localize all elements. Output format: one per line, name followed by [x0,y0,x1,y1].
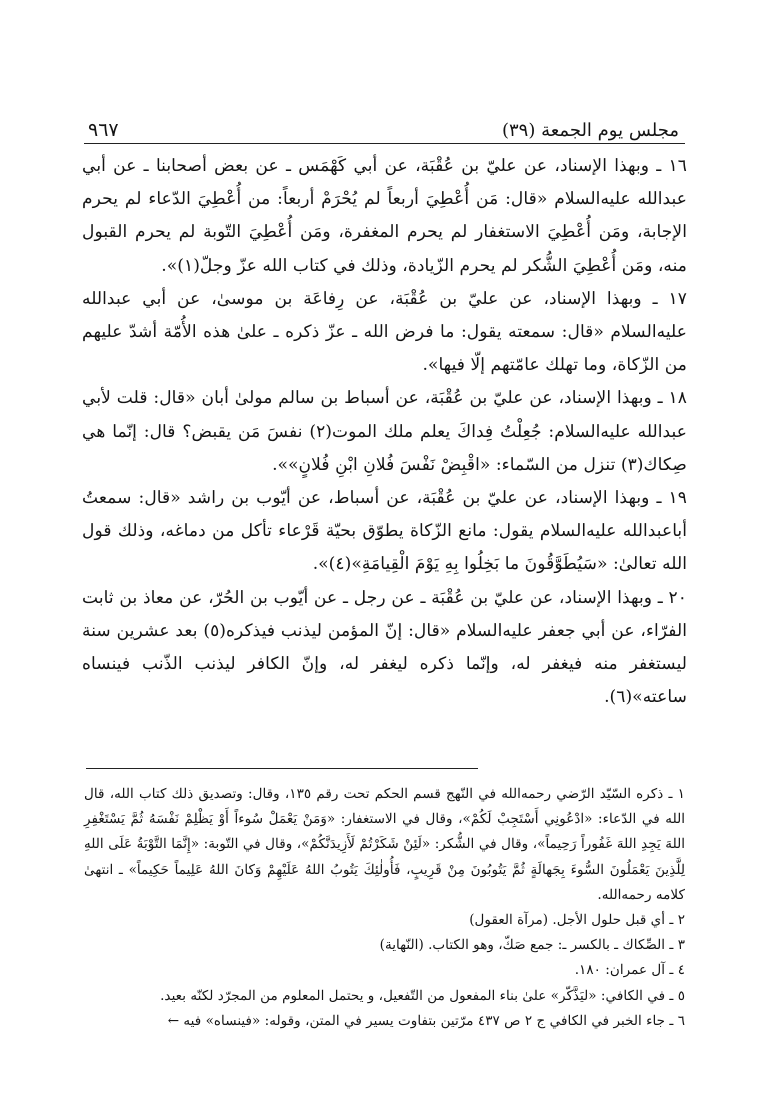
footnotes-divider [86,768,478,769]
hadith-18: ١٨ ـ وبهذا الإسناد، عن عليّ بن عُقْبَة، عن أسباط بن سالم مولىٰ أبان «قال: قلت لأبي عبدالله عليه‌السلام: جُعِلْتُ فِداكَ يعلم ملك الموت(٢) نفسَ مَن يقبض؟ قال: إنّما هي صِكاك(٣) تنزل من السّماء: «اقْبِضْ نَفْسَ فُلانِ ابْنِ فُلانٍ»». [82,388,687,475]
hadith-19: ١٩ ـ وبهذا الإسناد، عن عليّ بن عُقْبَة، عن أسباط، عن أيّوب بن راشد «قال: سمعتُ أباعبدالله عليه‌السلام يقول: مانع الزّكاة يطوّق بحيّة قَرْعاء تأكل من دماغه، وذلك قول الله تعالىٰ: «سَيُطَوَّقُونَ ما بَخِلُوا بِهِ يَوْمَ الْقِيامَةِ»(٤)». [82,488,687,575]
hadith-17: ١٧ ـ وبهذا الإسناد، عن عليّ بن عُقْبَة، عن رِفاعَة بن موسىٰ، عن أبي عبدالله عليه‌السلام «قال: سمعته يقول: ما فرض الله ـ عزّ ذكره ـ علىٰ هذه الأُمّة أشدّ عليهم من الزّكاة، وما تهلك عامّتهم إلّا فيها». [82,288,687,376]
footnote-1: ١ ـ ذكره السّيّد الرّضي رحمه‌الله في النّهج قسم الحكم تحت رقم ١٣٥، وقال: وتصديق ذلك كتاب الله، قال الله في الدّعاء: «ادْعُونِي أَسْتَجِبْ لَكُمْ»، وقال في الاستغفار: «وَمَنْ يَعْمَلْ سُوءاً أَوْ يَظْلِمْ نَفْسَهُ ثُمَّ يَسْتَغْفِرِ اللهَ يَجِدِ اللهَ غَفُوراً رَحِيماً»، وقال في الشُّكر: «لَئِنْ شَكَرْتُمْ لَأَزِيدَنَّكُمْ»، وقال في التّوبة: «إِنَّمَا التَّوْبَةُ عَلَى اللهِ لِلَّذِينَ يَعْمَلُونَ السُّوءَ بِجَهالَةٍ ثُمَّ يَتُوبُونَ مِنْ قَرِيبٍ، فَأُولٰئِكَ يَتُوبُ اللهُ عَلَيْهِمْ وَكانَ اللهُ عَلِيماً حَكِيماً» ـ انتهىٰ كلامه رحمه‌الله. [84,786,685,903]
footnote-4: ٤ ـ آل عمران: ١٨٠. [574,962,685,979]
header-divider [84,143,685,144]
page-number: ٩٦٧ [88,119,119,141]
footnote-3: ٣ ـ الصِّكاك ـ بالكسر ـ: جمع صَكّ، وهو الكتاب. (النّهاية) [379,937,685,954]
main-text [82,150,687,714]
hadith-16: ١٦ ـ وبهذا الإسناد، عن عليّ بن عُقْبَة، عن أبي كَهْمَس ـ عن بعض أصحابنا ـ عن أبي عبدالله عليه‌السلام «قال: مَن أُعْطِيَ أربعاً لم يُحْرَمْ أربعاً: من أُعْطِيَ الدّعاء لم يحرم الإجابة، ومَن أُعْطِيَ الاستغفار لم يحرم المغفرة، ومَن أُعْطِيَ التّوبة لم يحرم القبول منه، ومَن أُعْطِيَ الشُّكر لم يحرم الزّيادة، وذلك في كتاب الله عزّ وجلّ(١)». [82,156,687,276]
footnote-2: ٢ ـ أي قبل حلول الأجل. (مرآة العقول) [469,912,685,929]
page-header [88,111,679,141]
footnote-5: ٥ ـ في الكافي: «ليَذَّكّر» علىٰ بناء المفعول من التّفعيل، و يحتمل المعلوم من المجرّد لكنّه بعيد. [160,987,685,1004]
footnote-6: ٦ ـ جاء الخبر في الكافي ج ٢ ص ٤٣٧ مرّتين بتفاوت يسير في المتن، وقوله: «فينساه» فيه ← [167,1012,685,1029]
running-title: مجلس يوم الجمعة (٣٩) [501,120,679,141]
footnotes [84,782,685,1034]
hadith-20: ٢٠ ـ وبهذا الإسناد، عن عليّ بن عُقْبَة ـ عن رجل ـ عن أيّوب بن الحُرّ، عن معاذ بن ثابت الفرّاء، عن أبي جعفر عليه‌السلام «قال: إنّ المؤمن ليذنب فيذكره(٥) بعد عشرين سنة ليستغفر منه فيغفر له، وإنّما ذكره ليغفر له، وإنّ الكافر ليذنب الذّنب فينساه ساعته»(٦). [82,587,687,708]
